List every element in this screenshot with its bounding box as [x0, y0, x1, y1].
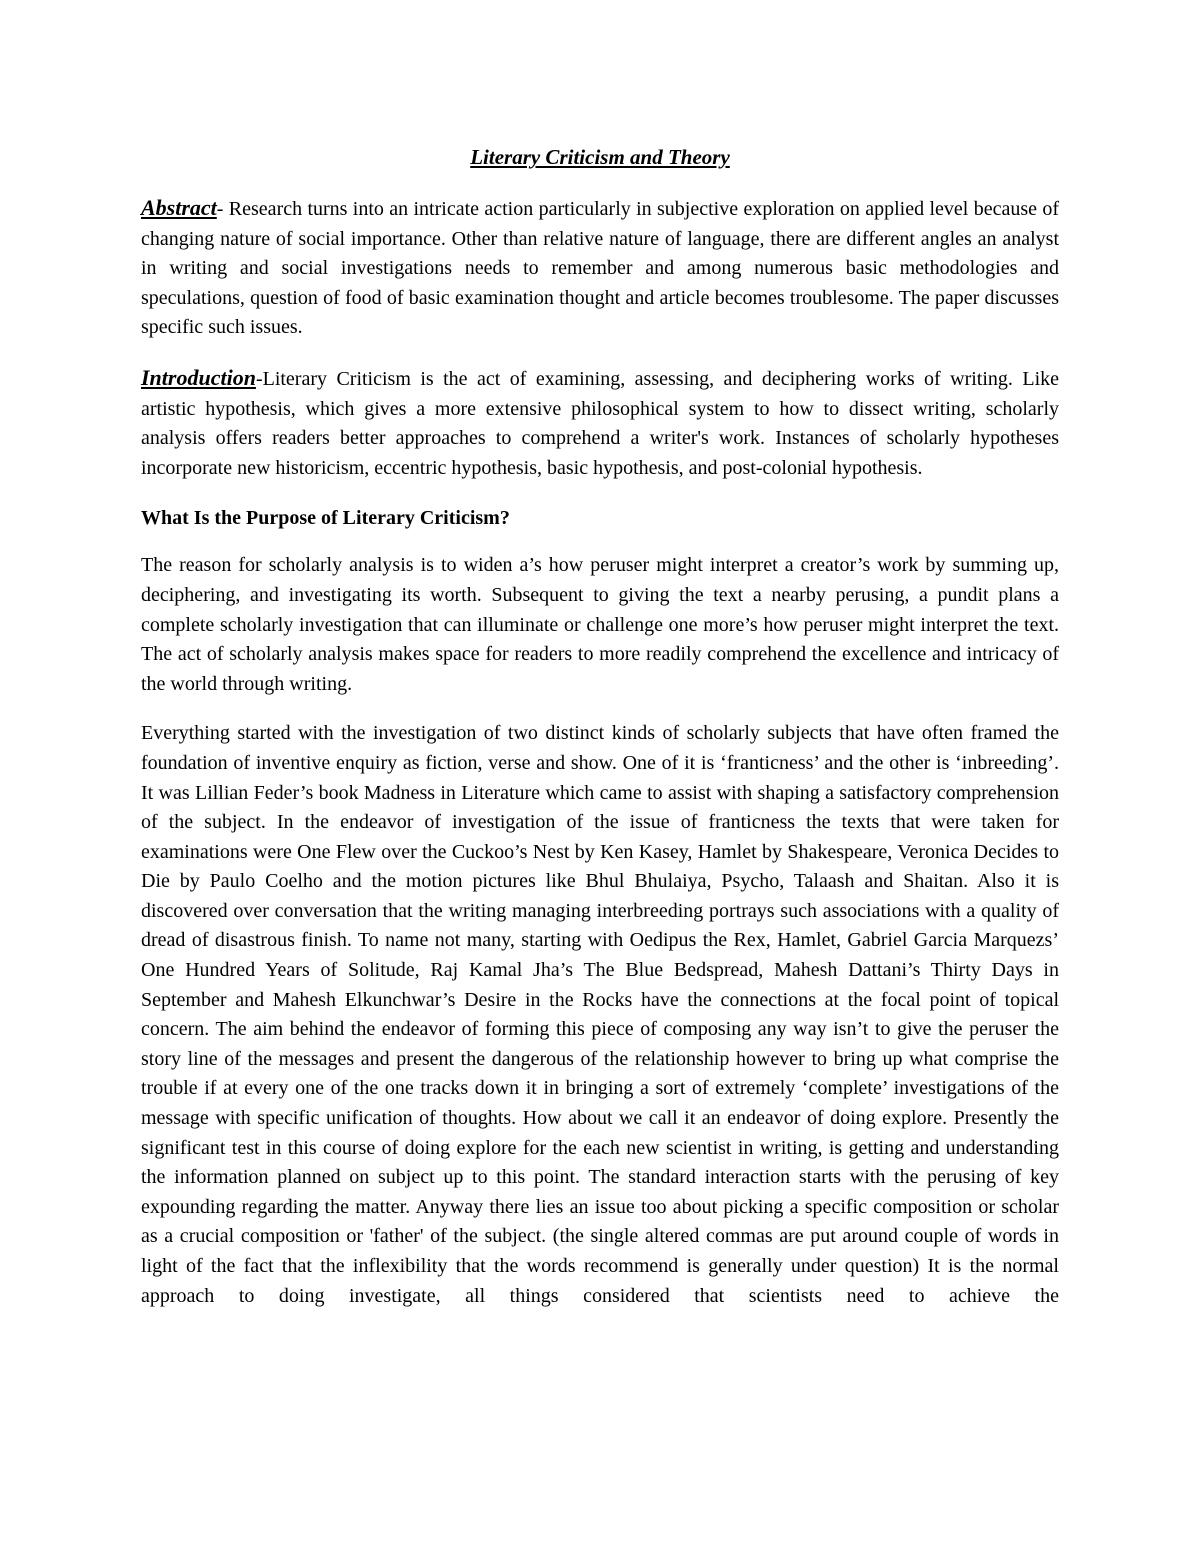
introduction-text: -Literary Criticism is the act of examining, assessing, and deciphering works of writing. Like artistic hypothesis, which gives a more extensive philosophical system to how to dissect writing, scholarly analysis offers readers better approaches to comprehend a writer's work. Instances of scholarly hypotheses incorporate new historicism, eccentric hypothesis, basic hypothesis, and post-colonial hypothesis.	[141, 367, 1059, 479]
abstract-label: Abstract	[141, 195, 217, 220]
document-page	[141, 142, 1059, 1311]
introduction-label: Introduction	[141, 364, 256, 390]
section-heading: What Is the Purpose of Literary Criticism?	[141, 507, 510, 530]
document-title: Literary Criticism and Theory	[470, 145, 730, 169]
abstract-text: - Research turns into an intricate action particularly in subjective exploration on applied level because of changing nature of social importance. Other than relative nature of language, there are different angles an analyst in writing and social investigations needs to remember and among numerous basic methodologies and speculations, question of food of basic examination thought and article becomes troublesome. The paper discusses specific such issues.	[141, 198, 1059, 339]
body-paragraph-2: Everything started with the investigation of two distinct kinds of scholarly subjects that have often framed the foundation of inventive enquiry as fiction, verse and show. One of it is ‘franticness’ and the other is ‘inbreeding’. It was Lillian Feder’s book Madness in Literature which came to assist with shaping a satisfactory comprehension of the subject. In the endeavor of investigation of the issue of franticness the texts that were taken for examinations were One Flew over the Cuckoo’s Nest by Ken Kasey, Hamlet by Shakespeare, Veronica Decides to Die by Paulo Coelho and the motion pictures like Bhul Bhulaiya, Psycho, Talaash and Shaitan. Also it is discovered over conversation that the writing managing interbreeding portrays such associations with a quality of dread of disastrous finish. To name not many, starting with Oedipus the Rex, Hamlet, Gabriel Garcia Marquezs’ One Hundred Years of Solitude, Raj Kamal Jha’s The Blue Bedspread, Mahesh Dattani’s Thirty Days in September and Mahesh Elkunchwar’s Desire in the Rocks have the connections at the focal point of topical concern. The aim behind the endeavor of forming this piece of composing any way isn’t to give the peruser the story line of the messages and present the dangerous of the relationship however to bring up what comprise the trouble if at every one of the one tracks down it in bringing a sort of extremely ‘complete’ investigations of the message with specific unification of thoughts. How about we call it an endeavor of doing explore. Presently the significant test in this course of doing explore for the each new scientist in writing, is getting and understanding the information planned on subject up to this point. The standard interaction starts with the perusing of key expounding regarding the matter. Anyway there lies an issue too about picking a specific composition or scholar as a crucial composition or 'father' of the subject. (the single altered commas are put around couple of words in light of the fact that the inflexibility that the words recommend is generally under question) It is the normal approach to doing investigate, all things considered that scientists need to achieve the	[141, 722, 1059, 1307]
introduction-paragraph	[141, 363, 1059, 483]
body-paragraph-1: The reason for scholarly analysis is to widen a’s how peruser might interpret a creator’s work by summing up, deciphering, and investigating its worth. Subsequent to giving the text a nearby perusing, a pundit plans a complete scholarly investigation that can illuminate or challenge one more’s how peruser might interpret the text. The act of scholarly analysis makes space for readers to more readily comprehend the excellence and intricacy of the world through writing.	[141, 554, 1059, 695]
abstract-paragraph	[141, 193, 1059, 343]
